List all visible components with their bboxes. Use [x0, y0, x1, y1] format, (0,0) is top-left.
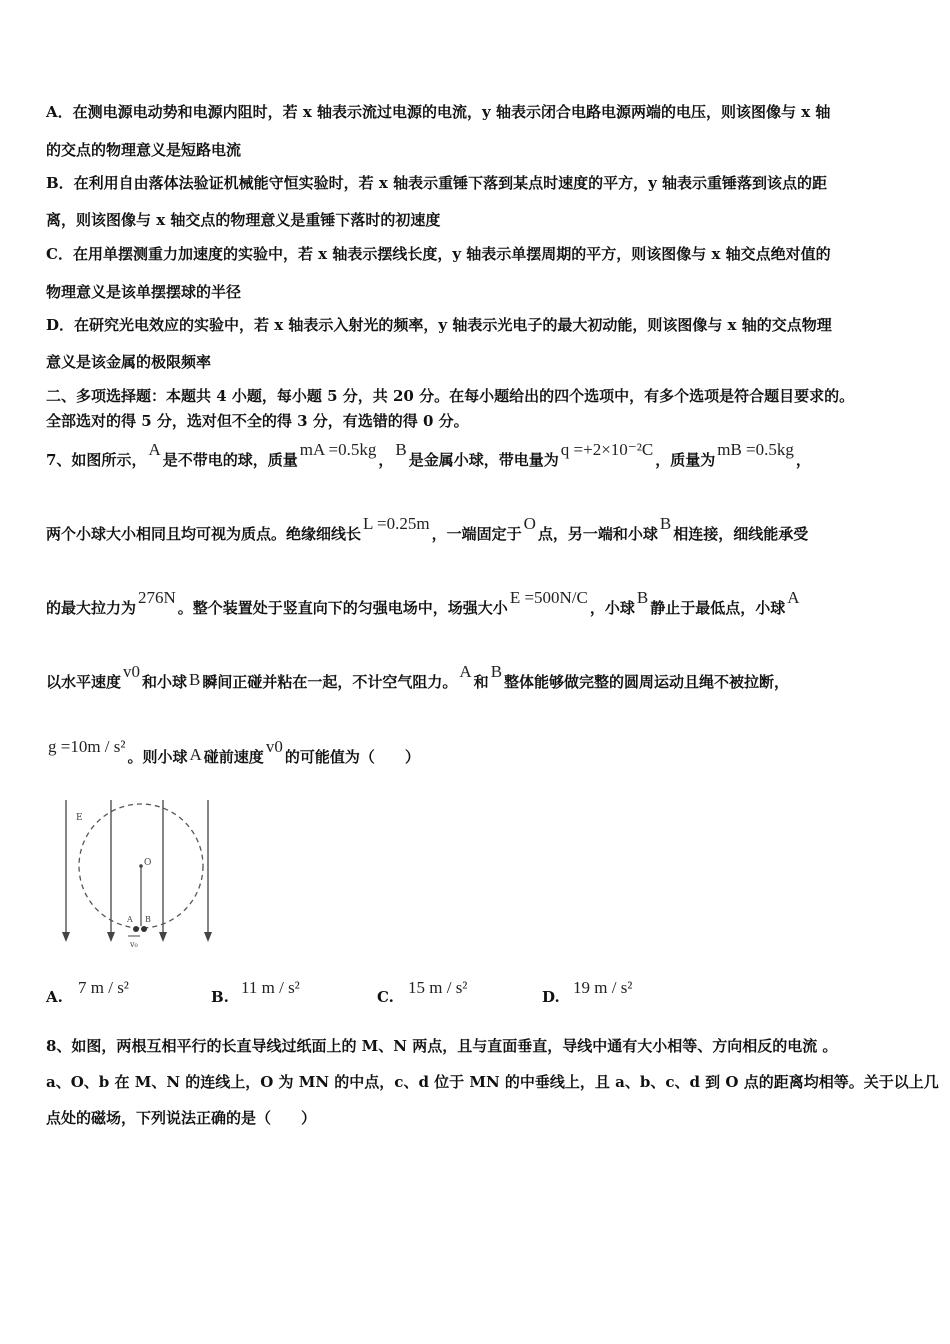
ball-b	[141, 926, 147, 932]
q6-option-a-line1: A．在测电源电动势和电源内阻时，若 x 轴表示流过电源的电流，y 轴表示闭合电路电源两端的电压，则该图像与 x 轴	[46, 103, 831, 121]
length-formula: L =0.25m	[363, 514, 430, 533]
section2-heading-line2: 全部选对的得 5 分，选对但不全的得 3 分，有选错的得 0 分。	[46, 412, 469, 430]
fig-label-b: B	[145, 915, 151, 924]
ball-a-symbol: A	[148, 440, 161, 459]
q7-line4	[46, 662, 910, 692]
fig-label-a: A	[127, 915, 133, 924]
q6-option-d-line1: D．在研究光电效应的实验中，若 x 轴表示入射光的频率，y 轴表示光电子的最大初动能，则该图像与 x 轴的交点物理	[46, 316, 832, 334]
q7-figure-electric-field-pendulum	[56, 796, 226, 956]
option-b-label[interactable]: B.	[211, 988, 229, 1006]
q8-line1: 8、如图，两根互相平行的长直导线过纸面上的 M、N 两点，且与直面垂直，导线中通有大小相等、方向相反的电流 。	[46, 1037, 838, 1055]
q6-option-d-line2: 意义是该金属的极限频率	[46, 353, 212, 371]
q7-text: 。则小球	[127, 748, 188, 766]
charge-formula: q =+2×10⁻²C	[560, 440, 654, 459]
fig-label-v0: v₀	[130, 940, 138, 949]
q7-text: 以水平速度	[46, 673, 122, 691]
q7-text: 是金属小球，带电量为	[408, 451, 559, 469]
velocity-symbol: v0	[265, 737, 283, 756]
ball-a	[133, 926, 139, 932]
ball-b-symbol: B	[395, 440, 407, 459]
q6-option-c-line1: C．在用单摆测重力加速度的实验中，若 x 轴表示摆线长度，y 轴表示单摆周期的平方，则该图像与 x 轴交点绝对值的	[46, 245, 831, 263]
point-o-symbol: O	[523, 514, 536, 533]
q7-text: 静止于最低点，小球	[650, 599, 786, 617]
q8-line2: a、O、b 在 M、N 的连线上，O 为 MN 的中点，c、d 位于 MN 的中垂线上，且 a、b、c、d 到 O 点的距离均相等。关于以上几	[46, 1073, 939, 1091]
q7-line5	[46, 737, 910, 767]
gravity-formula: g =10m / s²	[48, 737, 126, 756]
q7-text: 的可能值为（ ）	[284, 748, 420, 766]
option-b-value[interactable]: 11 m / s²	[241, 978, 300, 997]
option-a-label[interactable]: A.	[46, 988, 63, 1006]
q7-line2	[46, 514, 910, 544]
q7-text: 和小球	[142, 673, 188, 691]
q6-option-a-line2: 的交点的物理意义是短路电流	[46, 141, 242, 159]
q7-text: 和	[473, 673, 489, 691]
ball-b-symbol: B	[659, 514, 672, 533]
velocity-symbol: v0	[123, 662, 141, 681]
q7-text: ，一端固定于	[431, 525, 522, 543]
field-arrowhead	[107, 932, 115, 942]
field-arrowhead	[204, 932, 212, 942]
option-d-label[interactable]: D.	[542, 988, 560, 1006]
option-c-value[interactable]: 15 m / s²	[408, 978, 468, 997]
q7-text: 整体能够做完整的圆周运动且绳不被拉断，	[504, 673, 790, 691]
q7-text: 。整个装置处于竖直向下的匀强电场中，场强大小	[177, 599, 508, 617]
q7-line3	[46, 588, 910, 618]
q7-text: 碰前速度	[203, 748, 264, 766]
q7-text: ，小球	[589, 599, 635, 617]
q7-text: 点，另一端和小球	[537, 525, 658, 543]
q6-option-b-line1: B．在利用自由落体法验证机械能守恒实验时，若 x 轴表示重锤下落到某点时速度的平方，y 轴表示重锤落到该点的距	[46, 174, 828, 192]
option-d-value[interactable]: 19 m / s²	[573, 978, 633, 997]
q7-text: 的最大拉力为	[46, 599, 137, 617]
mass-b-formula: mB =0.5kg	[717, 440, 794, 459]
pivot-point-o	[139, 864, 143, 868]
ball-a-symbol: A	[787, 588, 800, 607]
q7-line1	[46, 440, 910, 470]
section2-heading-line1: 二、多项选择题：本题共 4 小题，每小题 5 分，共 20 分。在每小题给出的四个选项中，有多个选项是符合题目要求的。	[46, 387, 855, 405]
q7-text: ，	[378, 451, 394, 469]
q7-text: 相连接，细线能承受	[673, 525, 809, 543]
ball-a-symbol: A	[189, 745, 202, 764]
q7-text: 瞬间正碰并粘在一起，不计空气阻力。	[202, 673, 458, 691]
ball-b-symbol: B	[490, 662, 503, 681]
option-c-label[interactable]: C.	[377, 988, 394, 1006]
ball-b-symbol: B	[189, 670, 201, 689]
ball-b-symbol: B	[636, 588, 649, 607]
fig-label-e: E	[76, 813, 83, 823]
q7-text: 7、如图所示，	[46, 451, 147, 469]
q6-option-b-line2: 离，则该图像与 x 轴交点的物理意义是重锤下落时的初速度	[46, 211, 441, 229]
q7-text: ，质量为	[655, 451, 716, 469]
fig-label-o: O	[144, 858, 152, 868]
q6-option-c-line2: 物理意义是该单摆摆球的半径	[46, 283, 242, 301]
q7-text: 是不带电的球，质量	[162, 451, 298, 469]
q8-line3: 点处的磁场，下列说法正确的是（ ）	[46, 1109, 317, 1127]
field-strength-formula: E =500N/C	[509, 588, 588, 607]
field-arrowhead	[62, 932, 70, 942]
ball-a-symbol: A	[459, 662, 472, 681]
q7-text: ，	[795, 451, 811, 469]
option-a-value[interactable]: 7 m / s²	[78, 978, 129, 997]
q7-text: 两个小球大小相同且均可视为质点。绝缘细线长	[46, 525, 362, 543]
field-arrowhead	[159, 932, 167, 942]
mass-a-formula: mA =0.5kg	[299, 440, 377, 459]
max-tension-value: 276N	[138, 588, 176, 607]
